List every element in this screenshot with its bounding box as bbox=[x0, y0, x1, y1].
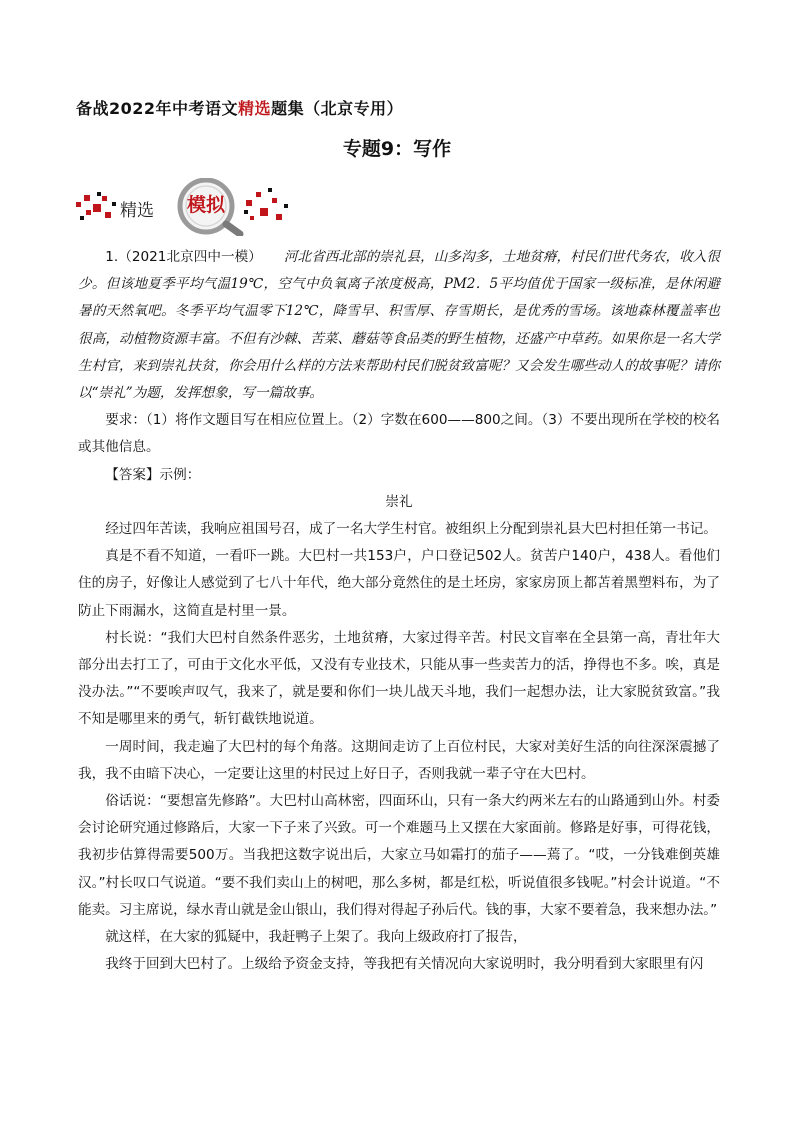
right-pixel-icon bbox=[246, 192, 282, 220]
answer-label: 【答案】示例： bbox=[105, 466, 201, 483]
topic-title: 专题9：写作 bbox=[342, 138, 452, 160]
essay-paragraph: 一周时间，我走遍了大巴村的每个角落。这期间走访了上百位村民，大家对美好生活的向往深深震撼了我，我不由暗下决心，一定要让这里的村民过上好日子，否则我就一辈子守在大巴村。 bbox=[78, 738, 720, 782]
essay-title: 崇礼 bbox=[385, 493, 413, 510]
header-highlight: 精选 bbox=[238, 99, 272, 118]
question-source: 1.（2021北京四中一模） bbox=[105, 249, 262, 265]
essay-paragraph: 就这样，在大家的狐疑中，我赶鸭子上架了。我向上级政府打了报告， bbox=[105, 929, 527, 946]
essay-paragraph: 我终于回到大巴村了。上级给予资金支持，等我把有关情况向大家说明时，我分明看到大家眼里有闪 bbox=[105, 956, 704, 973]
essay-paragraph: 村长说：“我们大巴村自然条件恶劣，土地贫瘠，大家过得辛苦。村民文盲率在全县第一高，青壮年大部分出去打工了，可由于文化水平低，又没有专业技术，只能从事一些卖苦力的活，挣得也不多。唉，真是没办法。”“不要唉声叹气，我来了，就是要和你们一块儿战天斗地，我们一起想办法，让大家脱贫致富。”我不知是哪里来的勇气，斩钉截铁地说道。 bbox=[78, 629, 720, 728]
essay-paragraph: 真是不看不知道，一看吓一跳。大巴村一共153户，户口登记502人。贫苦户140户，438人。看他们住的房子，好像让人感觉到了七八十年代，绝大部分竟然住的是土坯房，家家房顶上都苫着黑塑料布，为了防止下雨漏水，这简直是村里一景。 bbox=[78, 548, 720, 619]
document-body bbox=[78, 244, 720, 978]
question-body: 河北省西北部的崇礼县，山多沟多，土地贫瘠，村民们世代务农，收入很少。但该地夏季平均气温19℃，空气中负氧离子浓度极高，PM2．5平均值优于国家一级标准，是休闲避暑的天然氧吧。冬季平均气温零下12℃，降雪早、积雪厚、存雪期长，是优秀的雪场。该地森林覆盖率也很高，动植物资源丰富。不但有沙棘、苦菜、蘑菇等食品类的野生植物，还盛产中草药。如果你是一名大学生村官，来到崇礼扶贫，你会用什么样的方法来帮助村民们脱贫致富呢？又会发生哪些动人的故事呢？请你以“崇礼”为题，发挥想象，写一篇故事。 bbox=[78, 249, 720, 402]
banner-badge: 模拟 bbox=[186, 194, 225, 216]
essay-paragraph: 俗话说：“要想富先修路”。大巴村山高林密，四面环山，只有一条大约两米左右的山路通到山外。村委会讨论研究通过修路后，大家一下子来了兴致。可一个难题马上又摆在大家面前。修路是好事，可得花钱，我初步估算得需要500万。当我把这数字说出后，大家立马如霜打的茄子——蔫了。“哎，一分钱难倒英雄汉。”村长叹口气说道。“要不我们卖山上的树吧，那么多树，都是红松，听说值很多钱呢。”村会计说道。“不能卖。习主席说，绿水青山就是金山银山，我们得对得起子孙后代。钱的事，大家不要着急，我来想办法。” bbox=[78, 793, 720, 918]
banner-label: 精选 bbox=[120, 201, 154, 221]
document-header bbox=[76, 96, 403, 119]
essay-paragraph: 经过四年苦读，我响应祖国号召，成了一名大学生村官。被组织上分配到崇礼县大巴村担任第一书记。 bbox=[105, 521, 717, 538]
question-requirement: 要求：（1）将作文题目写在相应位置上。（2）字数在600——800之间。（3）不要出现所在学校的校名或其他信息。 bbox=[78, 412, 720, 456]
section-banner bbox=[74, 178, 294, 236]
header-prefix: 备战2022年中考语文 bbox=[76, 99, 239, 118]
question-paragraph bbox=[78, 244, 720, 407]
left-pixel-icon bbox=[76, 195, 111, 218]
header-suffix: 题集（北京专用） bbox=[271, 99, 404, 118]
